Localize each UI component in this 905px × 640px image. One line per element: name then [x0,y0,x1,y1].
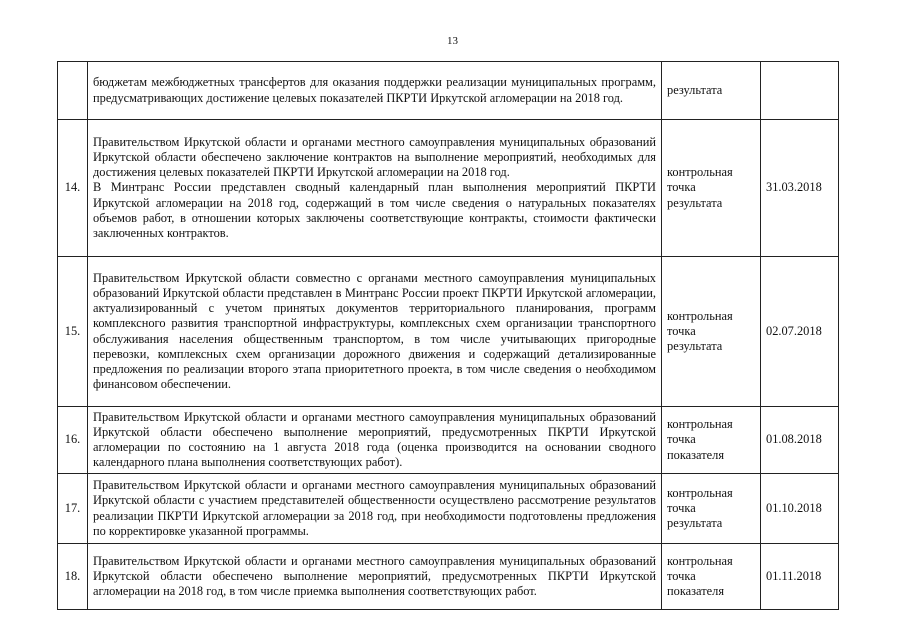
description-paragraph: Правительством Иркутской области и органами местного самоуправления муниципальных образований Иркутской области обеспечено выполнение мероприятий, предусмотренных ПКРТИ Иркутской агломерации на 2018 год, в том числе приемка выполнения соответствующих работ. [93,553,656,599]
table-body [58,62,839,610]
control-point-type: контрольная точка показателя [662,407,761,474]
table-row [58,257,839,407]
row-number [58,62,88,120]
deadline-date: 01.10.2018 [761,474,839,544]
deadline-date [761,62,839,120]
description-paragraph: В Минтранс России представлен сводный календарный план выполнения мероприятий ПКРТИ Иркутской агломерации на 2018 год, содержащий в том числе сведения о натуральных показателях объемов работ, в отношении которых заключены соответствующие контракты, стоимости фактически заключенных контрактов. [93,180,656,240]
row-number: 17. [58,474,88,544]
control-point-type: контрольная точка результата [662,257,761,407]
event-description [88,120,662,257]
description-paragraph: Правительством Иркутской области и органами местного самоуправления муниципальных образований Иркутской области обеспечено выполнение мероприятий, предусмотренных ПКРТИ Иркутской агломерации по состоянию на 1 августа 2018 года (оценка производится на основании сводного календарного плана выполнения соответствующих работ). [93,409,656,470]
control-point-type: результата [662,62,761,120]
deadline-date: 01.08.2018 [761,407,839,474]
row-number: 15. [58,257,88,407]
row-number: 18. [58,544,88,610]
control-points-table [57,61,839,610]
event-description [88,474,662,544]
table-row [58,407,839,474]
description-paragraph: Правительством Иркутской области и органами местного самоуправления муниципальных образований Иркутской области с участием представителей общественности осуществлено рассмотрение результатов реализации ПКРТИ Иркутской агломерации за 2018 год, при необходимости подготовлены предложения по корректировке указанной программы. [93,478,656,538]
table-row [58,474,839,544]
event-description [88,544,662,610]
control-point-type: контрольная точка результата [662,120,761,257]
deadline-date: 02.07.2018 [761,257,839,407]
event-description [88,407,662,474]
row-number: 16. [58,407,88,474]
deadline-date: 31.03.2018 [761,120,839,257]
table-row [58,62,839,120]
event-description [88,257,662,407]
row-number: 14. [58,120,88,257]
event-description [88,62,662,120]
description-paragraph: Правительством Иркутской области и органами местного самоуправления муниципальных образований Иркутской области обеспечено заключение контрактов на выполнение мероприятий, необходимых для достижения целевых показателей ПКРТИ Иркутской агломерации на 2018 год. [93,134,656,180]
deadline-date: 01.11.2018 [761,544,839,610]
table-row [58,544,839,610]
control-point-type: контрольная точка результата [662,474,761,544]
page-number: 13 [447,35,458,47]
description-paragraph: Правительством Иркутской области совместно с органами местного самоуправления муниципальных образований Иркутской области представлен в Минтранс России проект ПКРТИ Иркутской агломерации, актуализированный с учетом принятых документов территориального планирования, программ комплексного развития транспортной инфраструктуры, комплексных схем организации транспортного обслуживания населения общественным транспортом, в том числе учитывающих пригородные перевозки, комплексных схем организации дорожного движения и содержащий детализированные предложения по реализации второго этапа приоритетного проекта, в том числе сведения о необходимом финансовом обеспечении. [93,270,656,392]
description-paragraph: бюджетам межбюджетных трансфертов для оказания поддержки реализации муниципальных программ, предусматривающих достижение целевых показателей ПКРТИ Иркутской агломерации на 2018 год. [93,75,656,105]
table-row [58,120,839,257]
control-point-type: контрольная точка показателя [662,544,761,610]
